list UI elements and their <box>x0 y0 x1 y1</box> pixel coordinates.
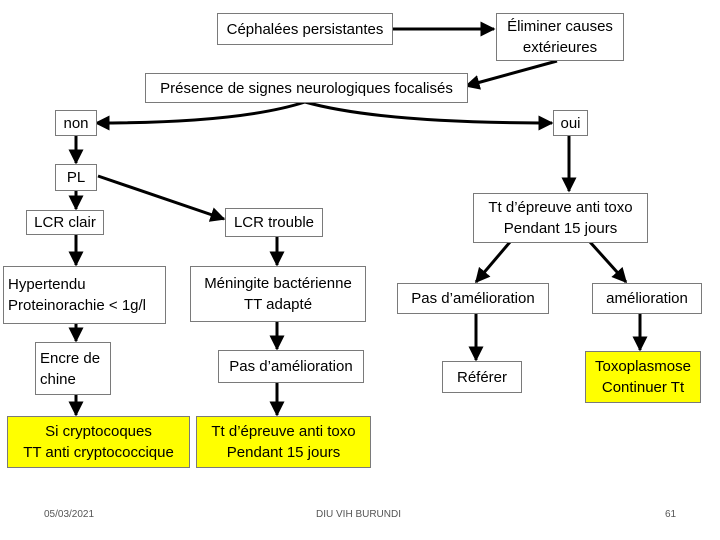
node-referer: Référer <box>442 361 522 393</box>
node-hypertendu: Hypertendu Proteinorachie < 1g/l <box>3 266 166 324</box>
node-cephalees: Céphalées persistantes <box>217 13 393 45</box>
arrow-tt-epreuve-to-pas-amelioration <box>476 242 510 282</box>
node-presence: Présence de signes neurologiques focalisés <box>145 73 468 103</box>
footer-center: DIU VIH BURUNDI <box>316 509 402 520</box>
arrow-presence-to-oui <box>305 102 552 123</box>
arrow-presence-to-non <box>96 102 305 123</box>
node-encre: Encre de chine <box>35 342 111 395</box>
node-toxoplasmose: Toxoplasmose Continuer Tt <box>585 351 701 403</box>
node-tt-epreuve-right: Tt d’épreuve anti toxo Pendant 15 jours <box>473 193 648 243</box>
node-pas-amelioration-right: Pas d’amélioration <box>397 283 549 314</box>
footer-page-number: 61 <box>665 509 677 520</box>
node-cryptocoques: Si cryptocoques TT anti cryptococcique <box>7 416 190 468</box>
node-meningite: Méningite bactérienne TT adapté <box>190 266 366 322</box>
arrow-tt-epreuve-to-amelioration <box>590 242 626 282</box>
node-non: non <box>55 110 97 136</box>
node-lcr-clair: LCR clair <box>26 210 104 235</box>
node-lcr-trouble: LCR trouble <box>225 208 323 237</box>
node-eliminer: Éliminer causes extérieures <box>496 13 624 61</box>
node-pl: PL <box>55 164 97 191</box>
node-oui: oui <box>553 110 588 136</box>
node-pas-amelioration-mid: Pas d’amélioration <box>218 350 364 383</box>
node-tt-epreuve-mid: Tt d’épreuve anti toxo Pendant 15 jours <box>196 416 371 468</box>
node-amelioration: amélioration <box>592 283 702 314</box>
arrow-eliminer-to-presence <box>466 61 557 86</box>
arrow-pl-to-lcr-trouble <box>98 176 224 219</box>
footer-date: 05/03/2021 <box>44 509 95 520</box>
